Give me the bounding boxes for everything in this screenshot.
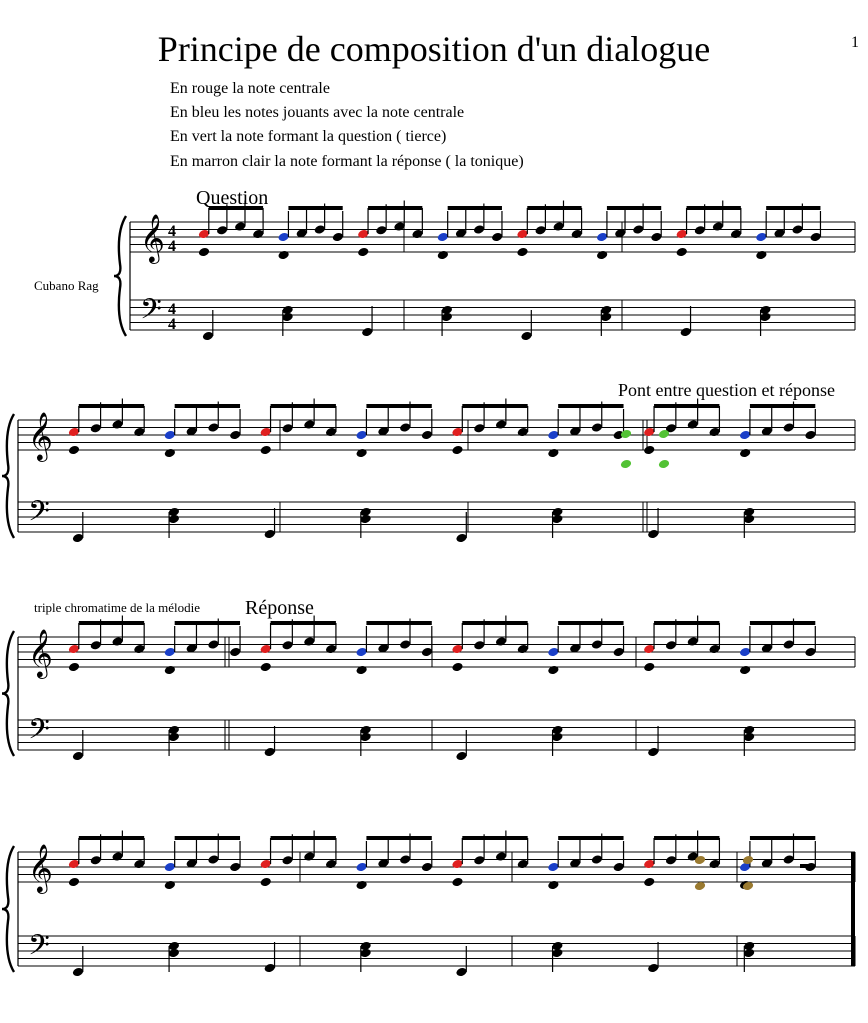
harmony-note	[68, 877, 80, 888]
harmony-note	[198, 247, 210, 258]
harmony-note	[676, 247, 688, 258]
legend-question-note: En vert la note formant la question ( tierce)	[170, 128, 447, 145]
harmony-note	[164, 448, 176, 459]
instrument-name: Cubano Rag	[34, 278, 99, 293]
brace-icon	[114, 216, 126, 336]
harmony-note	[164, 665, 176, 676]
harmony-note	[547, 665, 559, 676]
treble-clef-icon: 𝄞	[140, 213, 165, 262]
harmony-note	[643, 877, 655, 888]
bass-clef-icon: 𝄢	[28, 713, 50, 753]
harmony-note	[643, 445, 655, 456]
harmony-note	[451, 877, 463, 888]
annotation-chromatic: triple chromatime de la mélodie	[34, 600, 201, 615]
harmony-note	[755, 250, 767, 261]
harmony-note	[451, 445, 463, 456]
treble-clef-icon: 𝄞	[28, 843, 53, 892]
half-rest-icon	[800, 864, 814, 868]
bass-clef-icon: 𝄢	[28, 929, 50, 969]
harmony-note	[596, 250, 608, 261]
time-signature-digit: 4	[168, 301, 176, 318]
harmony-note	[451, 662, 463, 673]
harmony-note	[516, 247, 528, 258]
legend-answer-note: En marron clair la note formant la réponse ( la tonique)	[170, 153, 524, 170]
final-barline	[851, 852, 855, 966]
harmony-note	[68, 662, 80, 673]
time-signature-digit: 4	[168, 238, 176, 255]
harmony-note	[437, 250, 449, 261]
page-number: 1	[851, 34, 859, 51]
annotation-question: Question	[196, 187, 269, 209]
harmony-note	[277, 250, 289, 261]
time-signature-digit: 4	[168, 223, 176, 240]
brace-icon	[2, 631, 14, 756]
page-title: Principe de composition d'un dialogue	[157, 29, 711, 69]
harmony-note	[355, 665, 367, 676]
harmony-note	[260, 662, 272, 673]
question-note	[658, 459, 670, 470]
treble-clef-icon: 𝄞	[28, 628, 53, 677]
brace-icon	[2, 846, 14, 972]
annotation-bridge: Pont entre question et réponse	[618, 380, 835, 400]
brace-icon	[2, 414, 14, 538]
harmony-note	[260, 445, 272, 456]
bass-clef-icon: 𝄢	[140, 293, 162, 333]
harmony-note	[355, 880, 367, 891]
question-note	[620, 459, 632, 470]
harmony-note	[547, 880, 559, 891]
harmony-note	[260, 877, 272, 888]
treble-clef-icon: 𝄞	[28, 411, 53, 460]
bass-clef-icon: 𝄢	[28, 495, 50, 535]
harmony-note	[643, 662, 655, 673]
harmony-note	[357, 247, 369, 258]
harmony-note	[68, 445, 80, 456]
harmony-note	[355, 448, 367, 459]
annotation-answer: Réponse	[245, 597, 314, 619]
harmony-note	[739, 665, 751, 676]
legend-accompanying-notes: En bleu les notes jouants avec la note centrale	[170, 104, 465, 121]
legend-central-note: En rouge la note centrale	[170, 80, 330, 97]
harmony-note	[164, 880, 176, 891]
time-signature-digit: 4	[168, 316, 176, 333]
harmony-note	[547, 448, 559, 459]
harmony-note	[739, 448, 751, 459]
question-note	[620, 429, 632, 440]
